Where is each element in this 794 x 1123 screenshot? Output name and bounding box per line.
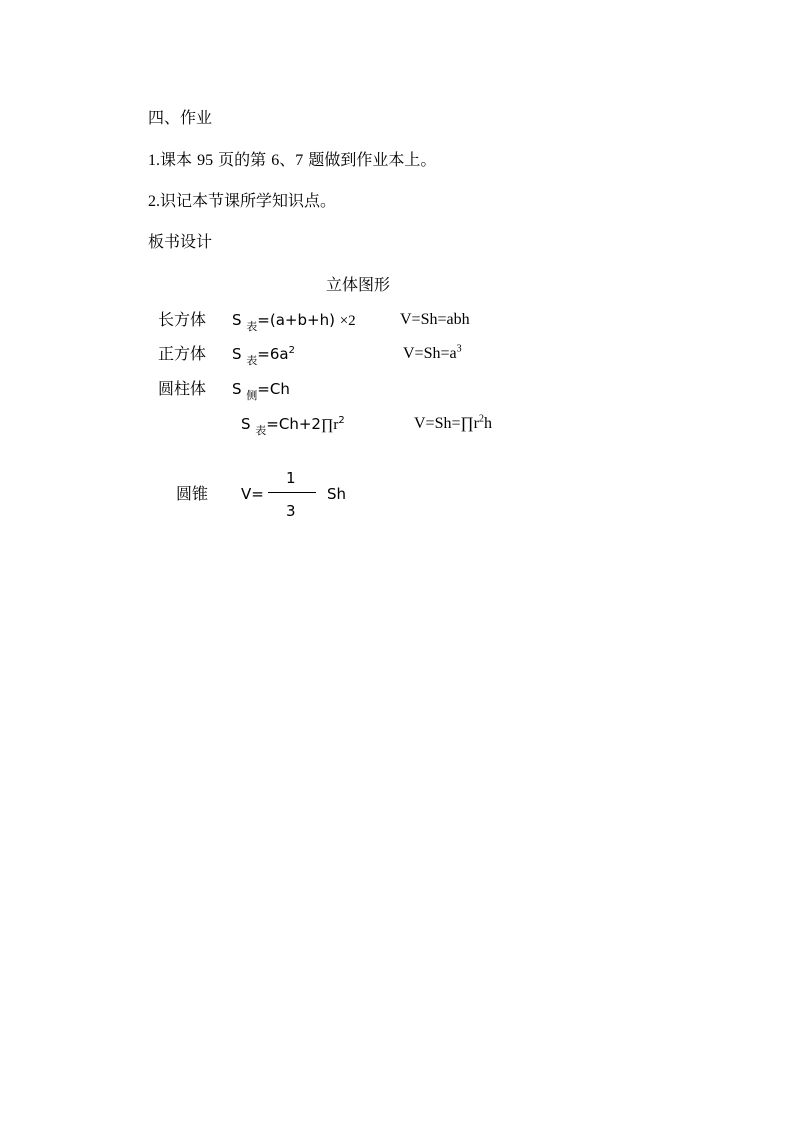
board-title: 立体图形 [326,275,391,294]
board-heading: 板书设计 [148,232,213,251]
cone-label: 圆锥 [176,484,209,503]
cylinder-volume-formula: $V=Sh=\prod r^2h$ [414,413,492,432]
fraction-denominator: 3 [286,502,296,520]
homework-heading: 四、作业 [148,108,213,127]
cylinder-label: 圆柱体 [158,379,207,398]
cone-volume-prefix: V= [241,485,264,503]
cube-volume-formula: $V=Sh=a^3$ [403,343,462,362]
cuboid-label: 长方体 [158,310,207,329]
item-number: 1. [148,152,160,169]
fraction-numerator: 1 [286,469,296,487]
cone-volume-suffix: Sh [327,485,347,503]
cylinder-surface-formula: S $_表=Ch+2\prod r^2$ [241,415,345,437]
homework-item-2: 2.识记本节课所学知识点。 [148,191,337,210]
homework-item-1: 1.课本 95 页的第 6、7 题做到作业本上。 [148,150,437,169]
cylinder-lateral-formula: S $_侧$=Ch [232,380,290,402]
cube-label: 正方体 [158,344,207,363]
cuboid-volume-formula: V=Sh=abh [400,311,470,328]
cuboid-surface-formula: S $_表$=(a+b+h) ×2 [232,311,356,333]
cube-surface-formula: S $_表=6a^2$ [232,345,295,367]
item-number: 2. [148,193,160,210]
fraction-bar [268,492,316,493]
